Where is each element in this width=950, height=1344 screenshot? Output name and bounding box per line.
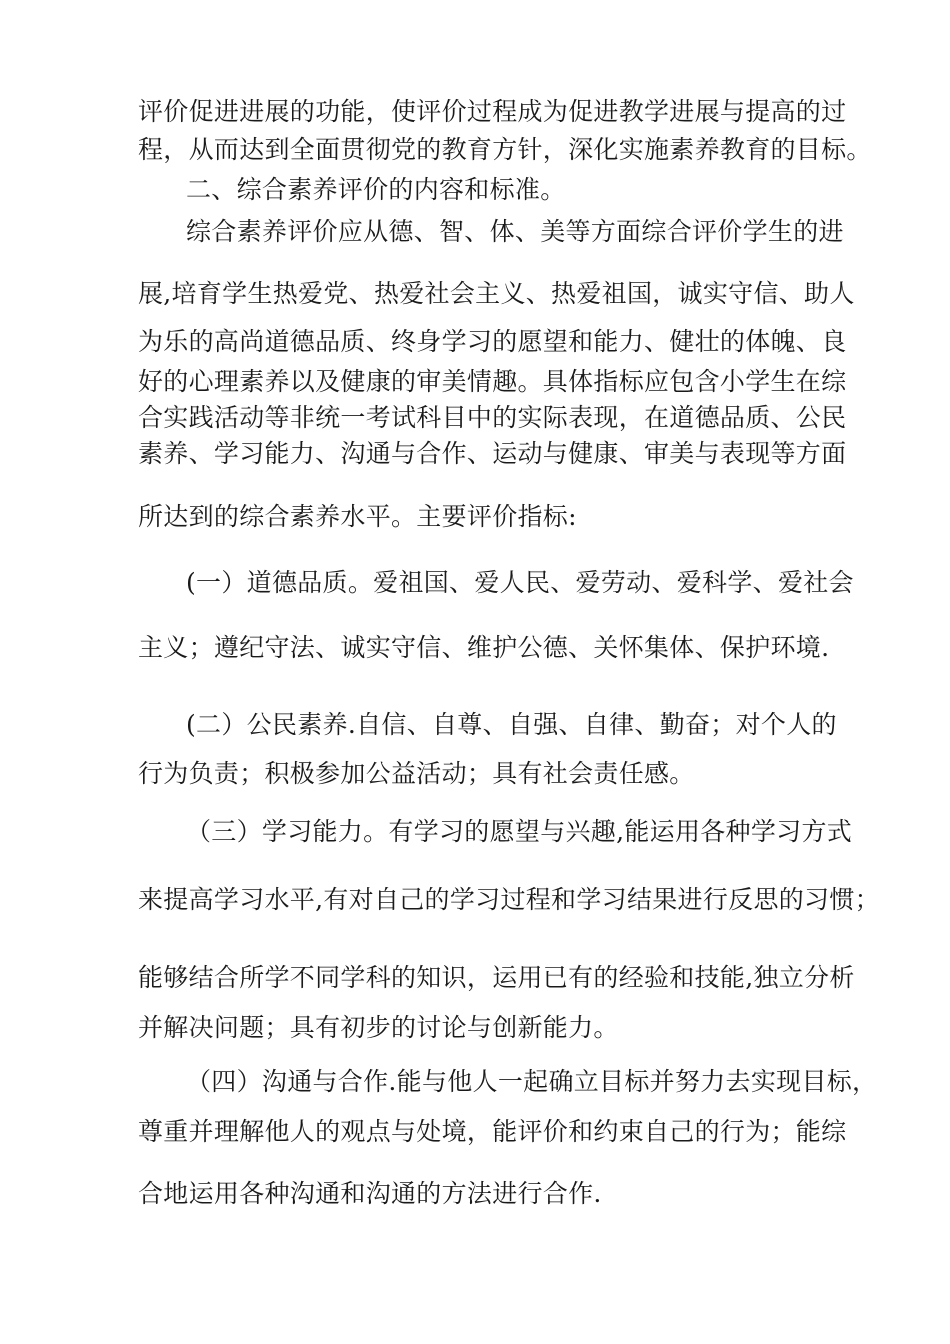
text-line: 为乐的高尚道德品质、终身学习的愿望和能力、健壮的体魄、良 (138, 327, 847, 356)
text-line: 好的心理素养以及健康的审美情趣。具体指标应包含小学生在综 (138, 367, 847, 396)
text-line: 来提高学习水平,有对自己的学习过程和学习结果进行反思的习惯； (138, 885, 880, 914)
text-line: 合地运用各种沟通和沟通的方法进行合作. (138, 1179, 602, 1208)
text-line: 能够结合所学不同学科的知识，运用已有的经验和技能,独立分析 (138, 963, 855, 992)
section-heading: 二、综合素养评价的内容和标准。 (186, 175, 566, 204)
list-item-heading: (二）公民素养.自信、自尊、自强、自律、勤奋；对个人的 (186, 710, 837, 739)
list-item-heading: (一）道德品质。爱祖国、爱人民、爱劳动、爱科学、爱社会 (186, 568, 854, 597)
text-line: 合实践活动等非统一考试科目中的实际表现，在道德品质、公民 (138, 403, 847, 432)
text-line: 行为负责；积极参加公益活动；具有社会责任感。 (138, 759, 695, 788)
text-line: 综合素养评价应从德、智、体、美等方面综合评价学生的进 (186, 217, 844, 246)
text-line: 展,培育学生热爱党、热爱社会主义、热爱祖国，诚实守信、助人 (138, 279, 855, 308)
text-line: 并解决问题；具有初步的讨论与创新能力。 (138, 1013, 619, 1042)
list-item-heading: （四）沟通与合作.能与他人一起确立目标并努力去实现目标， (186, 1067, 878, 1096)
text-line: 评价促进进展的功能，使评价过程成为促进教学进展与提高的过 (138, 97, 847, 126)
text-line: 所达到的综合素养水平。主要评价指标: (138, 502, 577, 531)
list-item-heading: （三）学习能力。有学习的愿望与兴趣,能运用各种学习方式 (186, 817, 853, 846)
text-line: 尊重并理解他人的观点与处境，能评价和约束自己的行为；能综 (138, 1117, 847, 1146)
text-line: 素养、学习能力、沟通与合作、运动与健康、审美与表现等方面 (138, 439, 847, 468)
text-line: 主义；遵纪守法、诚实守信、维护公德、关怀集体、保护环境. (138, 633, 830, 662)
text-line: 程，从而达到全面贯彻党的教育方针，深化实施素养教育的目标。 (138, 135, 872, 164)
